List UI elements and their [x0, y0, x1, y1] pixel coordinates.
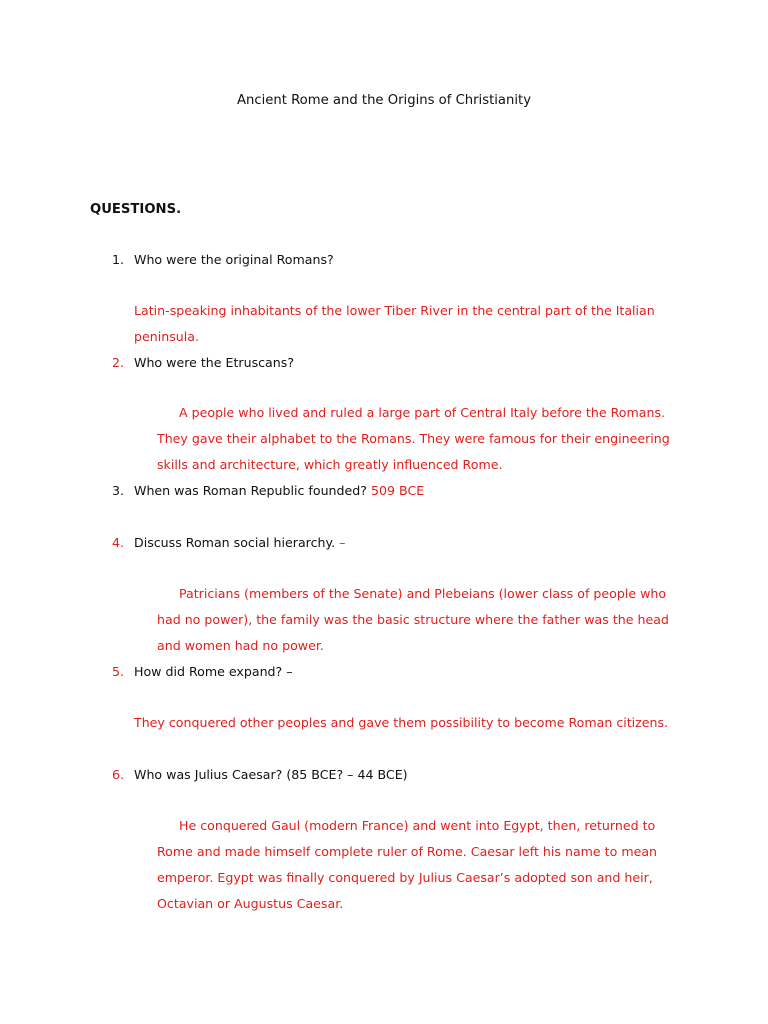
question-text: Who were the Etruscans?	[134, 355, 294, 370]
answer-line: Octavian or Augustus Caesar.	[157, 896, 344, 911]
question-text: Discuss Roman social hierarchy.	[134, 535, 336, 550]
question-number: 1.	[112, 252, 125, 267]
question-text-row	[134, 482, 424, 500]
question-text: How did Rome expand? –	[134, 664, 293, 679]
answer-line: peninsula.	[134, 329, 199, 344]
answer-line: skills and architecture, which greatly influenced Rome.	[157, 457, 503, 472]
answer-line: emperor. Egypt was finally conquered by Julius Caesar’s adopted son and heir,	[157, 870, 653, 885]
question-number: 5.	[112, 664, 125, 679]
answer-line: Patricians (members of the Senate) and Plebeians (lower class of people who	[179, 586, 667, 601]
question-text-row	[134, 534, 345, 552]
answer-line: A people who lived and ruled a large part of Central Italy before the Romans.	[179, 405, 666, 420]
question-text: Who was Julius Caesar? (85 BCE? – 44 BCE)	[134, 767, 408, 782]
document-title: Ancient Rome and the Origins of Christianity	[236, 93, 531, 108]
answer-line: They conquered other peoples and gave them possibility to become Roman citizens.	[134, 715, 669, 730]
answer-line: and women had no power.	[157, 638, 324, 653]
answer-line: had no power), the family was the basic structure where the father was the head	[157, 612, 669, 627]
question-number: 2.	[112, 355, 125, 370]
answer-line: Rome and made himself complete ruler of Rome. Caesar left his name to mean	[157, 844, 658, 859]
questions-heading: QUESTIONS.	[90, 202, 182, 217]
question-number: 6.	[112, 767, 125, 782]
inline-answer: 509 BCE	[370, 483, 425, 498]
dash-mark: –	[339, 535, 346, 550]
question-number: 3.	[112, 483, 125, 498]
question-number: 4.	[112, 535, 125, 550]
question-text: When was Roman Republic founded?	[134, 483, 367, 498]
answer-line: They gave their alphabet to the Romans. They were famous for their engineering	[157, 431, 670, 446]
answer-line: Latin-speaking inhabitants of the lower Tiber River in the central part of the Italian	[134, 303, 655, 318]
question-text: Who were the original Romans?	[134, 252, 334, 267]
answer-line: He conquered Gaul (modern France) and went into Egypt, then, returned to	[179, 818, 656, 833]
